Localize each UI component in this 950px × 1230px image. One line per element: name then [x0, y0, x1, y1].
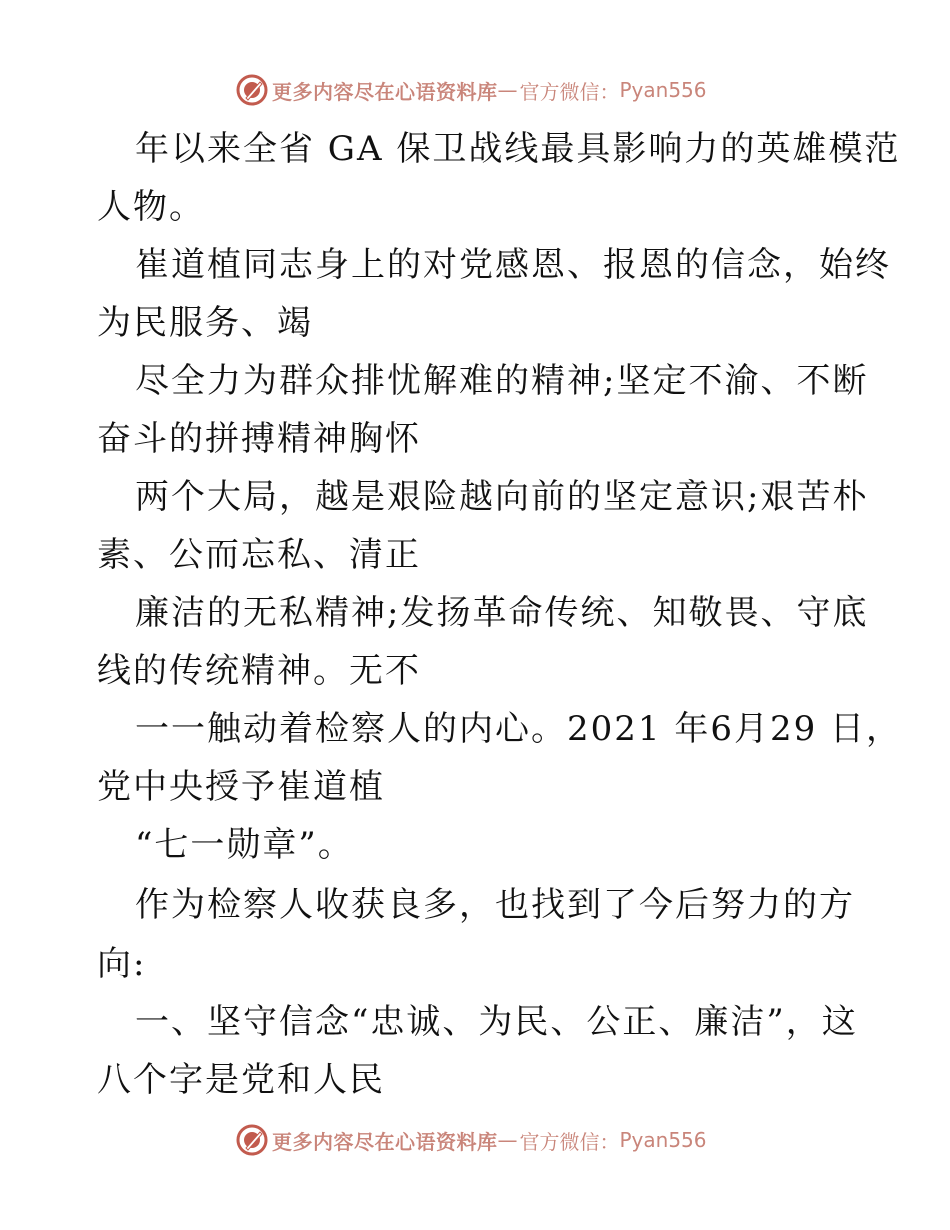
text-line: 崔道植同志身上的对党感恩、报恩的信念，始终 [135, 245, 891, 285]
text-line: 廉洁的无私精神;发扬革命传统、知敬畏、守底 [135, 593, 869, 633]
pen-logo-icon [236, 74, 268, 106]
watermark-text: 更多内容尽在心语资料库 [272, 79, 498, 104]
watermark-separator: — [497, 78, 518, 102]
text-line: 向: [97, 944, 147, 984]
text-line: 作为检察人收获良多，也找到了今后努力的方 [135, 885, 855, 925]
text-line: “七一勋章”。 [135, 825, 354, 865]
watermark-text: 更多内容尽在心语资料库 [272, 1129, 498, 1154]
text-line: 人物。 [97, 187, 205, 227]
text-line: 八个字是党和人民 [97, 1060, 385, 1100]
text-line: 奋斗的拼搏精神胸怀 [97, 419, 421, 459]
text-line: 素、公而忘私、清正 [97, 535, 421, 575]
text-line: 尽全力为群众排忧解难的精神;坚定不渝、不断 [135, 361, 869, 401]
footer-watermark [236, 1123, 707, 1157]
text-line: 一一触动着检察人的内心。2021 年6月29 日， [135, 709, 903, 749]
watermark-contact-id: Pyan556 [619, 78, 707, 102]
watermark-contact-id: Pyan556 [619, 1128, 707, 1152]
text-line: 年以来全省 GA 保卫战线最具影响力的英雄模范 [135, 129, 901, 169]
watermark-contact-label: 官方微信： [519, 79, 620, 104]
watermark-contact-label: 官方微信： [519, 1129, 620, 1154]
text-line: 两个大局，越是艰险越向前的坚定意识;艰苦朴 [135, 477, 869, 517]
text-line: 党中央授予崔道植 [97, 767, 385, 807]
pen-logo-icon [236, 1124, 268, 1156]
text-line: 一、坚守信念“忠诚、为民、公正、廉洁”，这 [135, 1002, 858, 1042]
text-line: 线的传统精神。无不 [97, 651, 421, 691]
watermark-separator: — [497, 1128, 518, 1152]
text-line: 为民服务、竭 [97, 303, 313, 343]
header-watermark [236, 73, 707, 107]
